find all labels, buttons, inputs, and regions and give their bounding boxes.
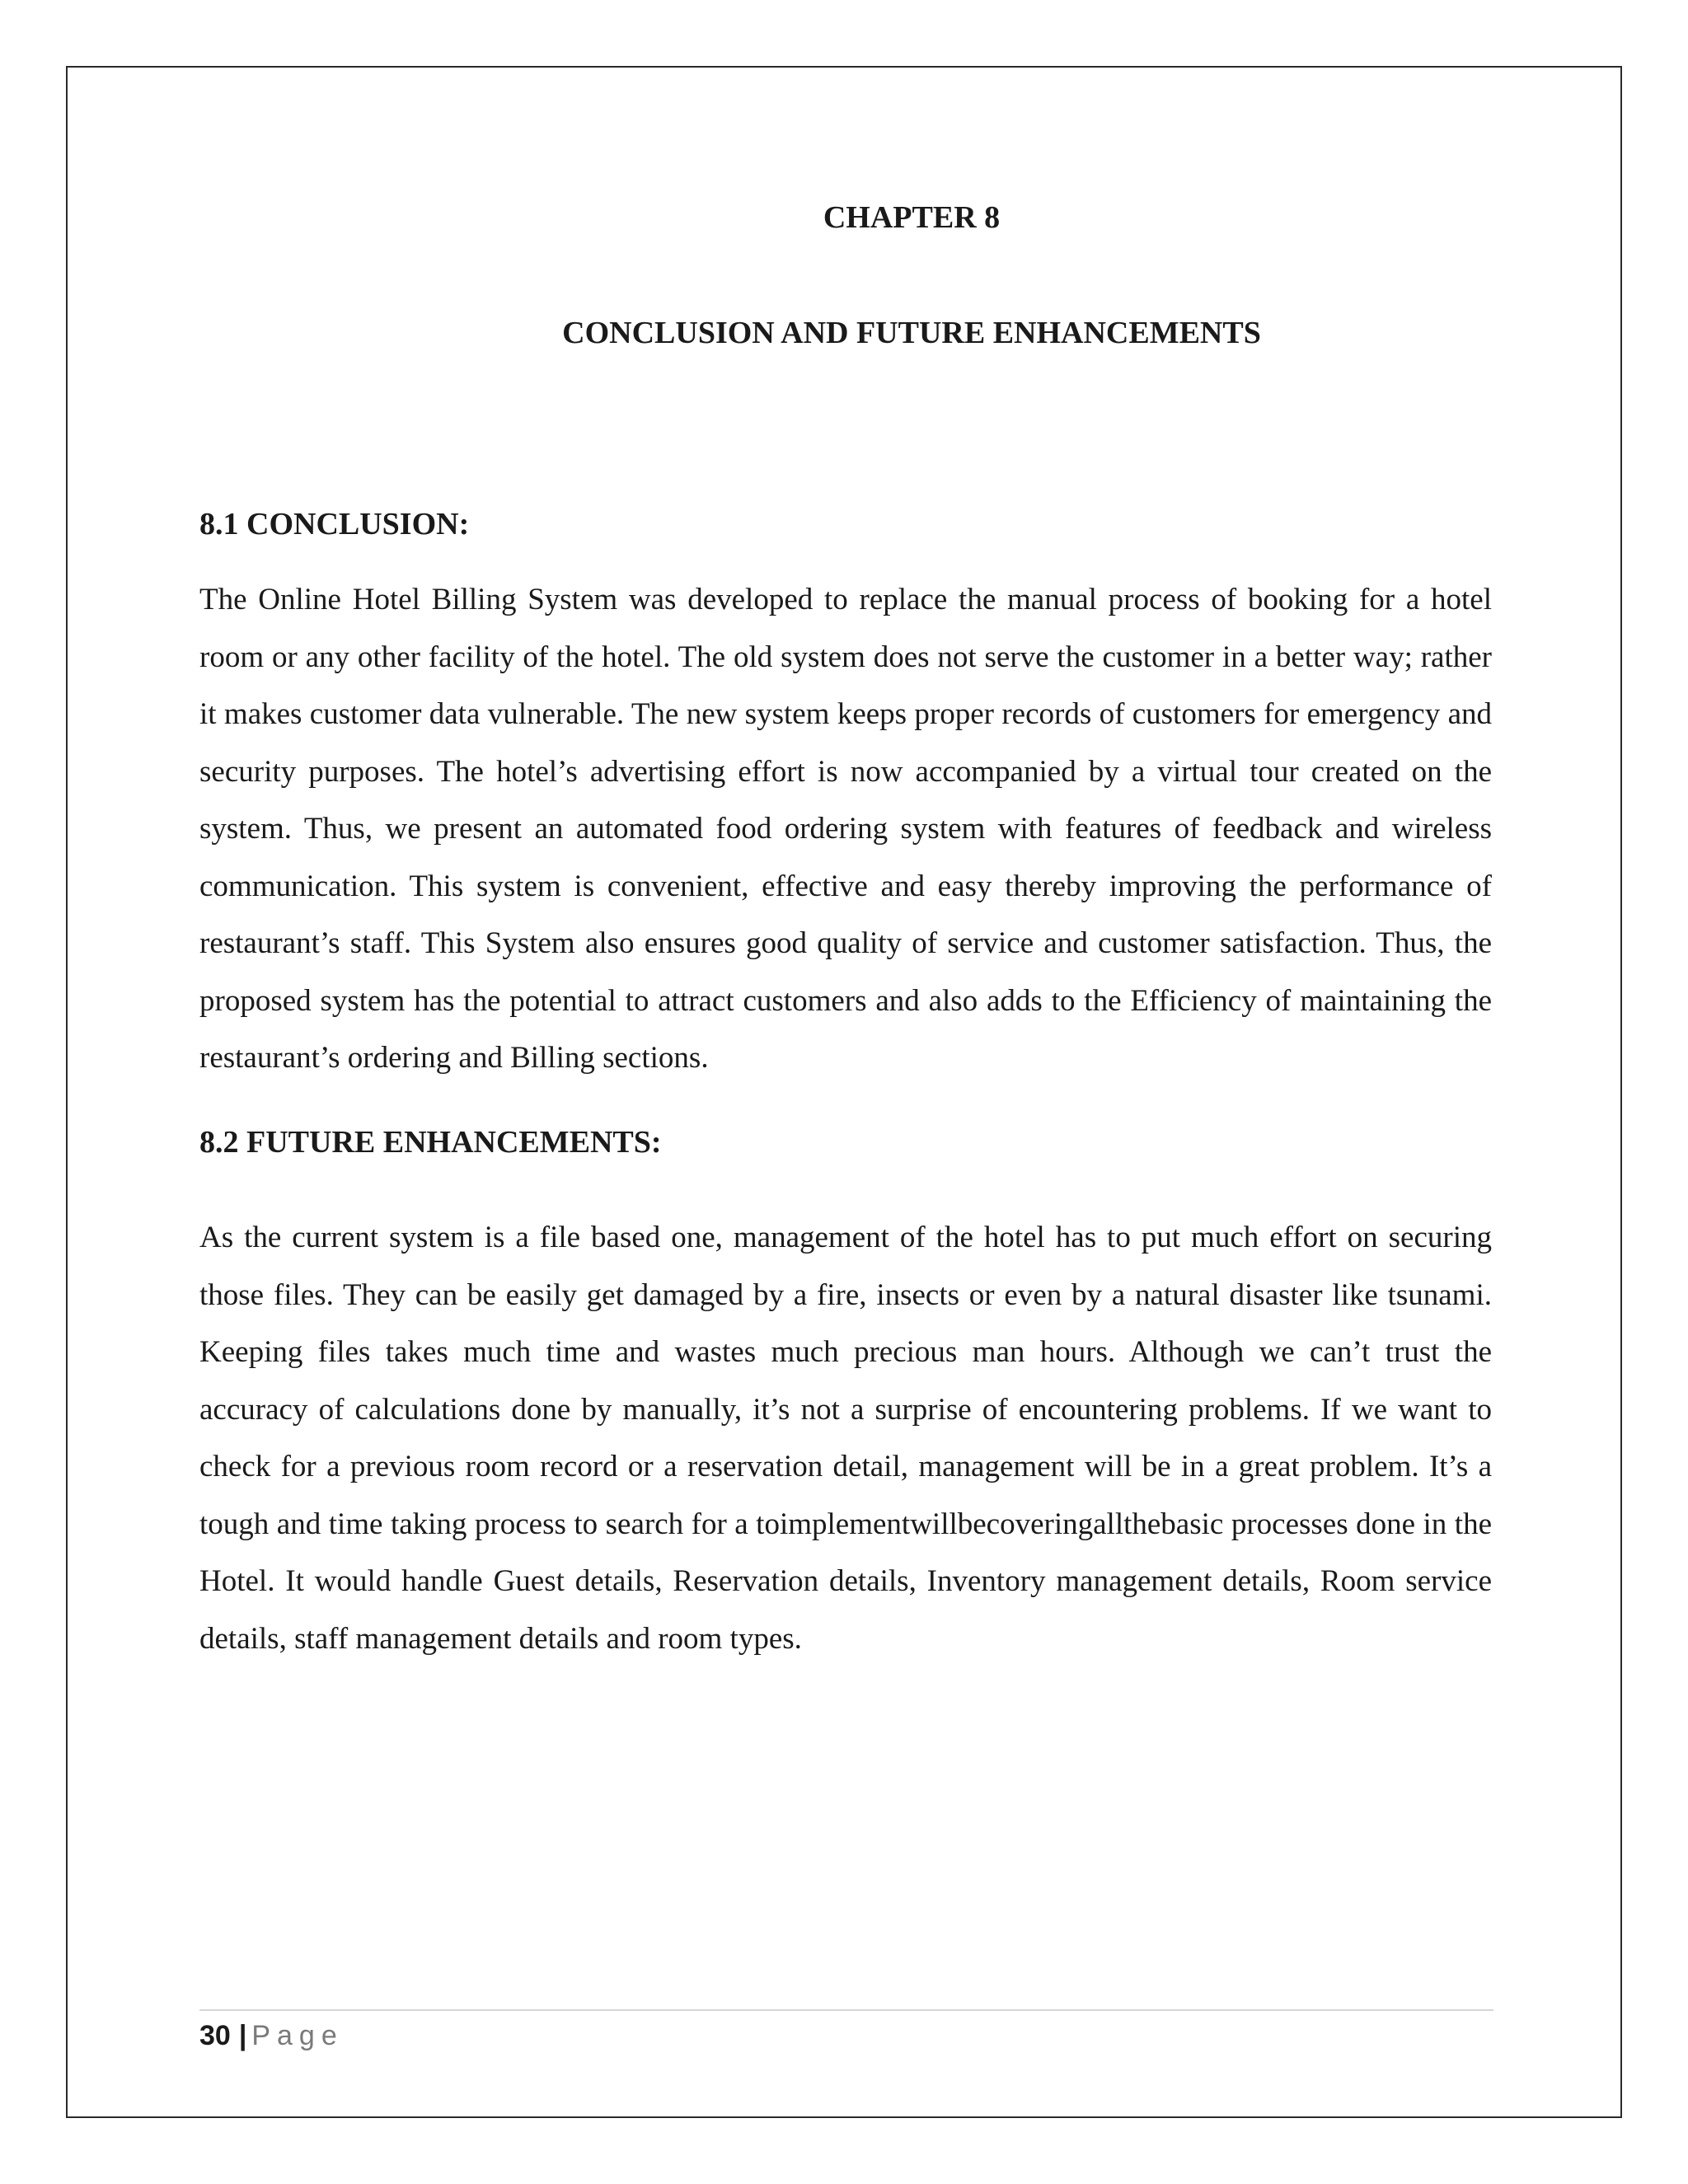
- chapter-label: CHAPTER 8: [823, 200, 1001, 235]
- conclusion-paragraph: The Online Hotel Billing System was developed to replace the manual process of booking for a hotel room or any other facility of the hotel. The old system does not serve the customer in a better way; rather it makes customer data vulnerable. The new system keeps proper records of customers for emergency and security purposes. The hotel’s advertising effort is now accompanied by a virtual tour created on the system. Thus, we present an automated food ordering system with features of feedback and wireless communication. This system is convenient, effective and easy thereby improving the performance of restaurant’s staff. This System also ensures good quality of service and customer satisfaction. Thus, the proposed system has the potential to attract customers and also adds to the Efficiency of maintaining the restaurant’s ordering and Billing sections.: [199, 583, 1492, 1075]
- footer-divider: [199, 2009, 1493, 2011]
- page-border: [66, 66, 1622, 2118]
- page-number: 30: [199, 2020, 231, 2051]
- page-footer: [199, 2018, 344, 2054]
- future-enhancements-paragraph: As the current system is a file based one, management of the hotel has to put much effort on securing those files. They can be easily get damaged by a fire, insects or even by a natural disaster like tsunami. Keeping files takes much time and wastes much precious man hours. Although we can’t trust the accuracy of calculations done by manually, it’s not a surprise of encountering problems. If we want to check for a previous room record or a reservation detail, management will be in a great problem. It’s a tough and time taking process to search for a toimplementwillbecoveringallthebasic processes done in the Hotel. It would handle Guest details, Reservation details, Inventory management details, Room service details, staff management details and room types.: [199, 1221, 1492, 1656]
- page-separator: |: [238, 2020, 247, 2051]
- chapter-title: CONCLUSION AND FUTURE ENHANCEMENTS: [562, 316, 1261, 350]
- section-heading-future-enhancements: 8.2 FUTURE ENHANCEMENTS:: [199, 1125, 662, 1160]
- section-heading-conclusion: 8.1 CONCLUSION:: [199, 507, 470, 541]
- page-label: Page: [251, 2020, 344, 2051]
